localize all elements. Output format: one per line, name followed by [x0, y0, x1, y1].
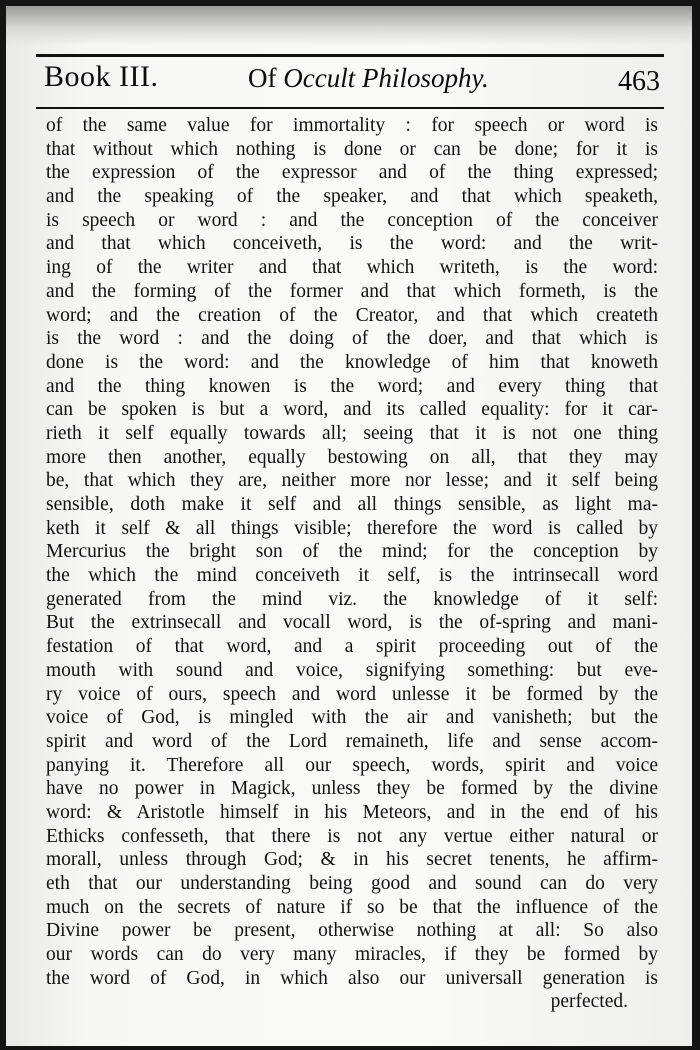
text-line: and that which conceiveth, is the word: and the writ-: [46, 233, 658, 255]
book-label: Book III.: [44, 60, 159, 93]
text-line: be, that which they are, neither more nor lesse; and it self being: [46, 470, 658, 492]
running-title-main: Occult Philosophy.: [283, 63, 489, 93]
text-line: the expression of the expressor and of the thing expressed;: [46, 162, 658, 184]
text-line: the which the mind conceiveth it self, is the intrinsecall word: [46, 565, 658, 587]
text-line: panying it. Therefore all our speech, words, spirit and voice: [46, 754, 658, 776]
running-header: [36, 58, 664, 106]
text-line: generated from the mind viz. the knowledge of it self:: [46, 588, 658, 610]
text-line: But the extrinsecall and vocall word, is the of-spring and mani-: [46, 612, 658, 634]
text-line: word: & Aristotle himself in his Meteors, and in the end of his: [46, 801, 658, 823]
text-line: is speech or word : and the conception of the conceiver: [46, 209, 658, 231]
text-line: voice of God, is mingled with the air and vanisheth; but the: [46, 707, 658, 729]
text-line: spirit and word of the Lord remaineth, life and sense accom-: [46, 730, 658, 752]
text-line: our words can do very many miracles, if they be formed by: [46, 944, 658, 966]
header-bottom-rule: [36, 107, 664, 109]
text-line: more then another, equally bestowing on all, that they may: [46, 446, 658, 468]
text-line: have no power in Magick, unless they be formed by the divine: [46, 778, 658, 800]
text-line: and the speaking of the speaker, and that which speaketh,: [46, 186, 658, 208]
text-line: of the same value for immortality : for speech or word is: [46, 115, 658, 136]
text-line: rieth it self equally towards all; seeing that it is not one thing: [46, 422, 658, 444]
running-title: [248, 63, 489, 94]
text-line: keth it self & all things visible; therefore the word is called by: [46, 517, 658, 539]
text-line: sensible, doth make it self and all things sensible, as light ma-: [46, 494, 658, 515]
header-top-rule: [36, 54, 664, 57]
text-line: morall, unless through God; & in his secret tenents, he affirm-: [46, 849, 658, 871]
text-line: much on the secrets of nature if so be that the influence of the: [46, 896, 658, 918]
body-text: [46, 114, 658, 1014]
text-line: festation of that word, and a spirit proceeding out of the: [46, 636, 658, 658]
text-line: ing of the writer and that which writeth, is the word:: [46, 257, 658, 279]
text-line: Mercurius the bright son of the mind; for the conception by: [46, 541, 658, 563]
text-line: can be spoken is but a word, and its called equality: for it car-: [46, 399, 658, 421]
page-top-shadow: [6, 6, 692, 46]
text-line: word; and the creation of the Creator, and that which createth: [46, 304, 658, 326]
text-line: and the thing knowen is the word; and every thing that: [46, 375, 658, 397]
text-line: that without which nothing is done or can be done; for it is: [46, 138, 658, 160]
text-line: is the word : and the doing of the doer, and that which is: [46, 328, 658, 350]
text-line: eth that our understanding being good and sound can do very: [46, 873, 658, 894]
text-line: and the forming of the former and that which formeth, is the: [46, 280, 658, 302]
text-line: perfected.: [550, 991, 628, 1013]
text-line: the word of God, in which also our universall generation is: [46, 967, 658, 989]
book-page: [6, 6, 692, 1046]
text-line: Divine power be present, otherwise nothing at all: So also: [46, 920, 658, 942]
text-line: ry voice of ours, speech and word unlesse it be formed by the: [46, 683, 658, 705]
running-title-prefix: Of: [248, 63, 277, 93]
text-line: mouth with sound and voice, signifying something: but eve-: [46, 659, 658, 681]
page-number: 463: [618, 66, 660, 97]
text-line: Ethicks confesseth, that there is not any vertue either natural or: [46, 825, 658, 847]
text-line: done is the word: and the knowledge of him that knoweth: [46, 351, 658, 373]
